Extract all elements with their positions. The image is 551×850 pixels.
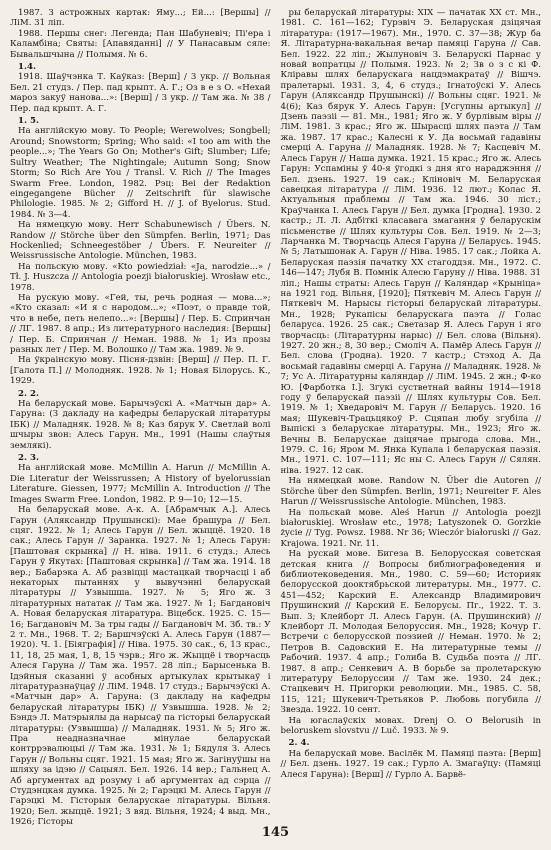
bibliography-entry: На польскай мове. Aleś Harun // Antologia poezji białoruskiej. Wrosław etc., 1978; Latyszonek O. Gorzkie życie // Tyg. Powsz. 1988. Nr 36; Wieczór białoruski // Gaz. Krajowa. 1921. Nr. 11. xyxy=(280,507,541,549)
two-column-body xyxy=(10,8,541,828)
bibliography-entry: На польскую мову. «Kto powiedział: «Ja, narodzie...» / Tł. J. Huszcza // Antologia poezji białoruskiej. Wrosław etc., 1978. xyxy=(10,261,271,293)
bibliography-entry: ры беларускай літаратуры: XIX — пачатак XX ст. Мн., 1981. С. 161—162; Гурэвіч Э. Беларуская дзіцячая літаратура: (1917—1967). Мн., 1970. С. 37—38; Жур ба Я. Літаратурна-вакальная вечар памяці Гаруна // Сав. Бел. 1922. 22 ліп.; Жылуновіч З. Беларускі Парнас у новай вопратцы // Полымя. 1923. № 2; Зв о з с кі Ф. Кліравы шлях беларускага нацдэмакратаў // Вішчэ. пралетарыі. 1931. 3, 4, 6 студз.; Ігнатоўскі У. Алесь Гарун (Аляксандр Прушынскі) // Вольны сцяг. 1921. № 4(6); Каз бярук У. Алесь Гарун: [Усгупны артыкул] // Дзень паэзіі — 81. Мн., 1981; Яго ж. У бурлівым віры // ЛіМ. 1981. 3 крас.; Яго ж. Шырасці шлях паэта // Там жа. 1987. 17 крас.; Калесні к У. Да восьмай гадавіны смерці А. Гаруна // Маладняк. 1928. № 7; Касцевіч М. Алесь Гарун // Наша думка. 1921. 15 крас.; Яго ж. Алесь Гарун: Успаміны ў 40-я ўгодкі з дня яго нараджэння // Бел. дзень. 1927. 19 сак.; Кліновіч М. Беларуская савецкая літаратура // ЛіМ. 1936. 12 лют.; Колас Я. Актуальныя праблемы // Там жа. 1946. 30 ліст.; Краўчанка І. Алесь Гарун // Бел. думка [Гродна]. 1930. 2 кастр.; Л. Л. Адбіткі класавага змагання ў беларускім пісьменстве // Шлях культуры Сов. Бел. 1919. № 2—3; Ларчанка М. Творчасць Алеся Гаруна // Беларусь. 1945. № 5; Латышонак А. Гарун // Ніва. 1985. 17 сак.; Лойка А. Беларуская паэзія пачатку XX стагоддзя. Мн., 1972. С. 146—147; Лубя В. Помнік Алесю Гаруну // Ніва. 1988. 31 ліп.; Нашы страты: Алесь Гарун // Каляндар «Крыніца» на 1921 год. Вільня, [1920]; Пяткевіч М. Алесь Гарун // Пяткевіч М. Нарысы гісторыі беларускай літаратуры. Мн., 1928; Рукапісы беларускага паэта // Голас беларуса. 1926. 25 сак.; Светазар Я. Алесь Гарун і яго творчасць: (Літаратурны нарыс) // Бел. слова (Вільня). 1927. 20 жн.; 8, 30 вер.; Смоліч А. Памёр Алесь Гарун // Бел. слова (Гродна). 1920. 7 кастр.; Стэход А. Да восьмай гадавіны смерці А. Гаруна // Маладняк. 1928. № 7; Ус А. Літаратурны каляндар // ЛіМ. 1945. 2 жн.; Ф-ко Ю. [Фарботка І.]. Згукі сустветнай вайны 1914—1918 году ў беларускай паэзіі // Шлях культуры Сов. Бел. 1919. № 1; Хведаровіч М. Гарун // Беларусь. 1920. 16 мая; Шукевіч-Трацьцякоў Р. Сцяпан любу згубіла // Выпіскі з беларускае літаратуры. Мн., 1923; Яго ж. Вечны В. Беларускае дзіцячае прыгода слова. Мн., 1979. С. 16; Яром М. Янка Купала і беларуская паэзія. Мн., 1971. С. 107—111; Яс ны С. Алесь Гарун // Сялян. ніва. 1927. 12 сак. xyxy=(280,8,541,476)
left-column xyxy=(10,8,271,828)
section-heading: 2. 3. xyxy=(18,453,39,464)
bibliography-entry: На англійскай мове. McMillin A. Harun // McMillin A. Die Literatur der Weissrussen; A History of byelorussian Literature. Giessen, 1977; McMillin A. Introduction // The Images Swarm Free. London, 1982. P. 9—10; 12—15. xyxy=(10,463,271,505)
bibliography-entry: На рускую мову. «Гей, ты, речь родная — мова...»; «Кто сказал: «И я с народом...»; «Поэт, о правде той, что в небе, петь нелепо...»: [Вершы] / Пер. Б. Спринчан // ЛГ. 1987. 8 апр.; Из литературного наследия: [Вершы] / Пер. Б. Спринчан // Неман. 1988. № 1; Из прозы разных лет / Пер. М. Волошко // Там жа. 1989. № 9. xyxy=(10,292,271,355)
page-number: 145 xyxy=(261,825,290,840)
bibliography-entry: На нямецкую мову. Herr Schabunewisch / Übers. N. Randow // Störche über den Sümpfen. Berlin, 1971; Das Hockenlied; Schneegestöber / Übers. F. Neureiter // Weissrussische Antologie. München, 1983. xyxy=(10,220,271,262)
bibliography-entry: На беларускай мове. А-к. А. [Абрамчык А.]. Алесь Гарун (Аляксандр Прушынскі): Мае брашура // Бел. сцяг. 1922. № 1; Алесь Гарун // Бел. жыццё. 1920. 18 сак.; Алесь Гарун // Заранка. 1927. № 1; Алесь Гарун: [Паштовая скрынка] // Н. ніва. 1911. 6 студз.; Алесь Гарун ў Якутах: [Паштовая скрынка] // Там жа. 1914. 18 вер.; Бабарэка А. Аб развіцці мастацкай творчасці і аб некаторых пытаннях у вывучэнні беларускай літаратуры // Узвышша. 1927. № 5; Яго ж. З літаратурных нататак // Там жа. 1927. № 1; Багдановіч А. Новая беларуская літаратура. Віцебск. 1925. С. 15—16; Багдановіч М. За тры гады // Багдановіч М. Зб. тв.: У 2 т. Мн., 1968. Т. 2; Баршчэўскі А. Алесь Гарун (1887—1920). Ч. 1. [Біяграфія] // Ніва. 1975. 30 сак., 6, 13 крас., 11, 18, 25 мая, 1, 8, 15 чэрв.; Яго ж. Жыццё і творчасць Алеся Гаруна // Там жа. 1957. 28 ліп.; Барысенька В. Ідэйныя сказанні ў асобных артыкулах крытыкаў і літаратуразнаўцаў // ЛіМ. 1948. 17 студз.; Барычэўскі А. «Матчын дар» А. Гаруна: (З дакладу на кафедры беларускай літаратуры ІБК) // Узвышша. 1928. № 2; Бэндэ Л. Матэрыялы да нарысаў па гісторыі беларускай літаратуры: (Узвышша) // Маладняк. 1931. № 5; Яго ж. Пра неадназначнае мінулае беларускай контррэвалюцыі // Там жа. 1931. № 1; Бядуля З. Алесь Гарун // Вольны сцяг. 1921. 15 мая; Яго ж. Загінуўшы на шляху за ідэю // Сацыял. Бел. 1926. 14 вер.; Гальнец А. Аб аргументах ад розуму і аб аргументах ад сэрца // Студэнцкая думка. 1925. № 2; Гарэцкі М. Алесь Гарун // Гарэцкі М. Гісторыя беларускае літаратуры. Вільня. 1920; Бел. жыццё. 1921; 3 вяд. Вільня, 1924; 4 выд. Мн., 1926; Гісторы xyxy=(10,505,271,828)
bibliography-entry: 1987. З астрожных картак: Яму...; Ей...: [Вершы] // ЛіМ. 31 ліп. xyxy=(10,8,271,29)
bibliography-entry: На югаслаўскіх мовах. Drenj O. O Belorusih in beloruskem slovstvu // Luč. 1933. № 9. xyxy=(280,715,541,737)
section-heading: 1. 5. xyxy=(18,116,39,127)
bibliography-entry: На рускай мове. Бигеза В. Белорусская советская детская книга // Вопросы библиографоведения и библиотековедения. Мн., 1980. С. 59—60; Историяк белорусской дооктябрьской литературы. Мн., 1977. С. 451—452; Карский Е. Александр Владимирович Прушинский // Карский Е. Белорусы. Пг., 1922. Т. 3. Вып. 3; Клейборт Л. Алесь Гарун. (А. Прушинский) // Клейборт Л. Молодая Белоруссия. Мн., 1928; Кочур Г. Встречи с белорусской поэзией // Неман. 1970. № 2; Петров В. Садовский Е. На литературные темы // Рабочий. 1937. 4 апр.; Голиба В. Судьба поэта // ЛГ. 1987. 8 апр.; Сенкевич А. В борьбе за пролетарскую литературу Белоруссии // Там же. 1930. 24 дек.; Стацкевич Н. Пригорки революции. Мн., 1985. С. 58, 115, 121; Шукевич-Третьяков Р. Любовь погубила // Звезда. 1922. 10 сент. xyxy=(280,549,541,716)
bibliography-entry: 1918. Шаўчэнка Т. Каўказ: [Верш] / 3 укр. // Вольная Бел. 21 студз. / Пер. пад крыпт. А. Г.; Оз в е з О. «Нехай мароз закуў нанова...»: [Верш] / 3 укр. // Там жа. № 38 / Пер. пад крыпт. А. Г. xyxy=(10,72,271,114)
bibliography-entry: 1988. Першы снег: Легенда; Пан Шабуневіч; Пі'ера і Каламбіна; Святы: [Апавяданні] // У Панасавым сяле: Бывальшчына // Полымя. № 6. xyxy=(10,28,271,60)
right-column xyxy=(281,8,542,820)
section-heading: 2. 4. xyxy=(288,738,310,749)
section-heading: 1.4. xyxy=(18,62,36,73)
bibliography-entry: На беларускай мове. Васілёк М. Памяці паэта: [Верш] // Бел. дзень. 1927. 19 сак.; Гурло А. Змагаўцу: (Памяці Алеся Гаруна): [Верш] // Гурло А. Барвё- xyxy=(280,748,541,780)
bibliography-entry: На англійскую мову. To People; Werewolves; Songbell; Around; Snowstorm; Spring; Who said: «I too am with the people...»; The Years Go On; Mother's Gift; Slumber; Life; Sultry Weather; The Nightingale; Autumn Song; Snow Storm; So Rich Are You / Transl. V. Rich // The Images Swarm Free. London, 1982. Рэц: Bei der Redaktion eingegangene Bücher // Zeitschrift für slawische Philologie. 1985. № 2; Gifford H. // J. of Byelorus. Stud. 1984. № 3—4. xyxy=(10,126,271,220)
section-heading: 2. 2. xyxy=(18,388,39,399)
bibliography-entry: На ўкраінскую мову. Пісня-дзвін: [Верш] // Пер. П. Г. [Галота П.] // Молодняк. 1928. № 1; Новая Білорусь. К., 1929. xyxy=(10,355,271,387)
bibliography-entry: На беларускай мове. Барычэўскі А. «Матчын дар» А. Гаруна: (З дакладу на кафедры беларускай літаратуры ІБК) // Маладняк. 1928. № 8; Каз бярук У. Светлай волі шчыры звон: Алесь Гарун. Мн., 1991 (Нашы слаўтыя землякі). xyxy=(10,399,271,451)
bibliography-entry: На нямецкай мове. Randow N. Über die Autoren // Störche über den Sümpfen. Berlin, 1971; Neureiter F. Ales Harun // Weissrussische Antologie. München, 1983. xyxy=(280,476,541,508)
